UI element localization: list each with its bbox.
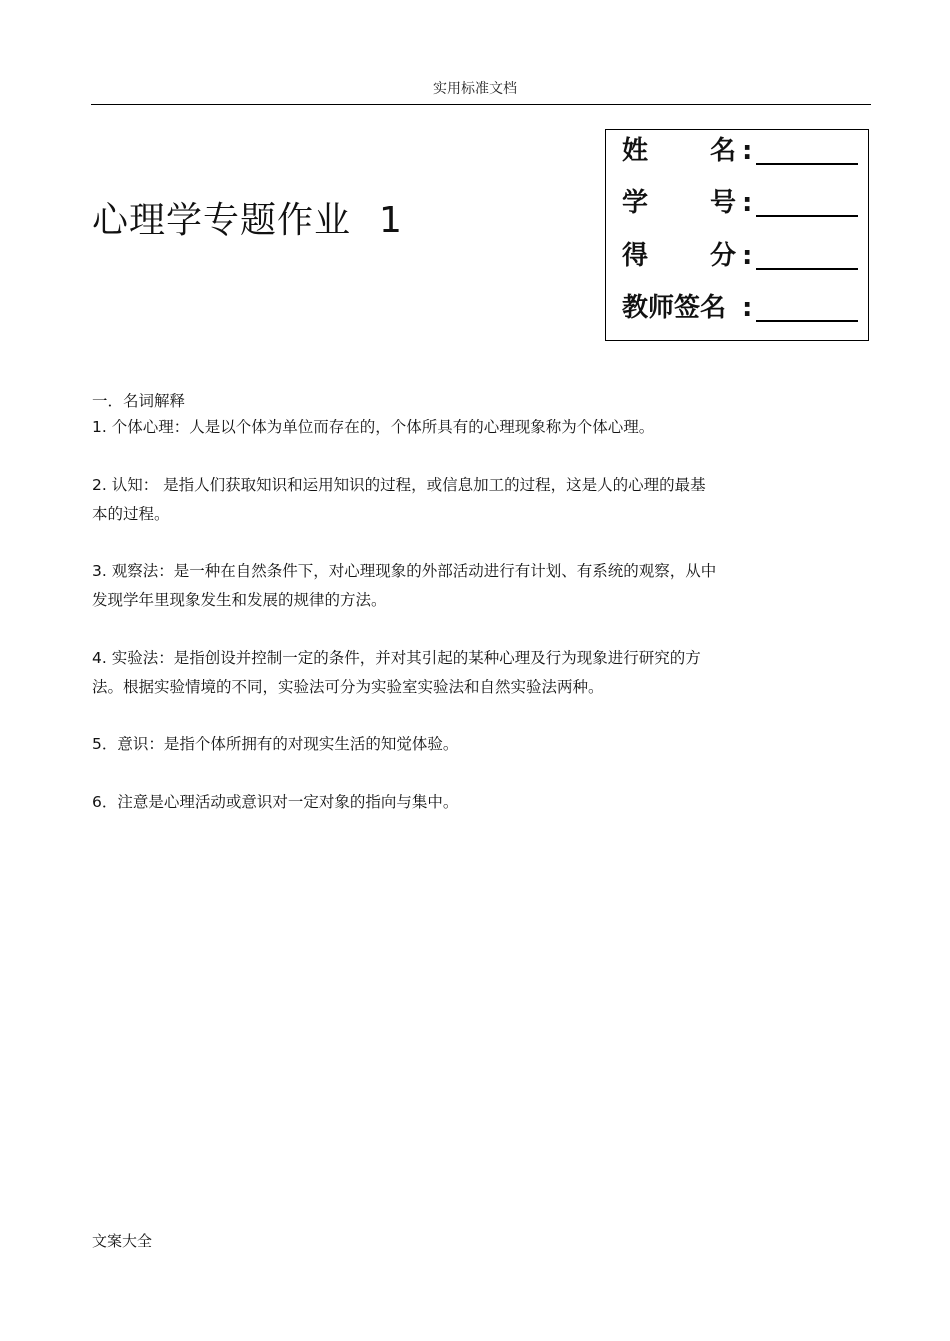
definition-line: 本的过程。	[92, 505, 170, 523]
score-blank-line	[756, 268, 858, 270]
info-row-student-id	[622, 186, 862, 220]
definition-item	[92, 788, 792, 817]
definition-item	[92, 557, 792, 615]
definition-line: 6．注意是心理活动或意识对一定对象的指向与集中。	[92, 793, 459, 811]
page-footer: 文案大全	[92, 1232, 153, 1250]
document-title	[92, 192, 403, 243]
definition-item	[92, 730, 792, 759]
definition-line: 发现学年里现象发生和发展的规律的方法。	[92, 591, 387, 609]
info-label-char: 学	[622, 188, 649, 218]
page-header: 实用标准文档	[433, 81, 517, 97]
definition-line: 4. 实验法：是指创设并控制一定的条件，并对其引起的某种心理及行为现象进行研究的方	[92, 649, 701, 667]
info-label-char: 名	[710, 136, 737, 166]
info-colon: :	[742, 293, 753, 323]
info-colon: :	[742, 136, 753, 166]
definition-line: 法。根据实验情境的不同，实验法可分为实验室实验法和自然实验法两种。	[92, 678, 604, 696]
definition-item	[92, 644, 792, 702]
definition-item	[92, 471, 792, 529]
student-info-box	[605, 129, 869, 341]
student-id-blank-line	[756, 215, 858, 217]
info-row-teacher-signature	[622, 291, 862, 325]
definition-line: 3. 观察法：是一种在自然条件下，对心理现象的外部活动进行有计划、有系统的观察，从中	[92, 562, 717, 580]
info-colon: :	[742, 188, 753, 218]
title-text: 心理学专题作业	[92, 200, 352, 241]
info-row-score	[622, 239, 862, 273]
info-label-char: 分	[710, 241, 737, 271]
info-label-char: 得	[622, 241, 649, 271]
info-label: 教师签名	[622, 293, 727, 323]
signature-blank-line	[756, 320, 858, 322]
section-heading: 一．名词解释	[92, 392, 186, 410]
info-row-name	[622, 134, 862, 168]
definition-line: 2. 认知： 是指人们获取知识和运用知识的过程，或信息加工的过程，这是人的心理的最基	[92, 476, 706, 494]
header-rule	[91, 104, 871, 105]
info-colon: :	[742, 241, 753, 271]
definition-line: 1. 个体心理：人是以个体为单位而存在的，个体所具有的心理现象称为个体心理。	[92, 418, 655, 436]
name-blank-line	[756, 163, 858, 165]
info-label-char: 姓	[622, 136, 649, 166]
definition-line: 5．意识：是指个体所拥有的对现实生活的知觉体验。	[92, 735, 459, 753]
definition-item	[92, 413, 792, 442]
info-label-char: 号	[710, 188, 737, 218]
title-number: 1	[379, 200, 403, 241]
